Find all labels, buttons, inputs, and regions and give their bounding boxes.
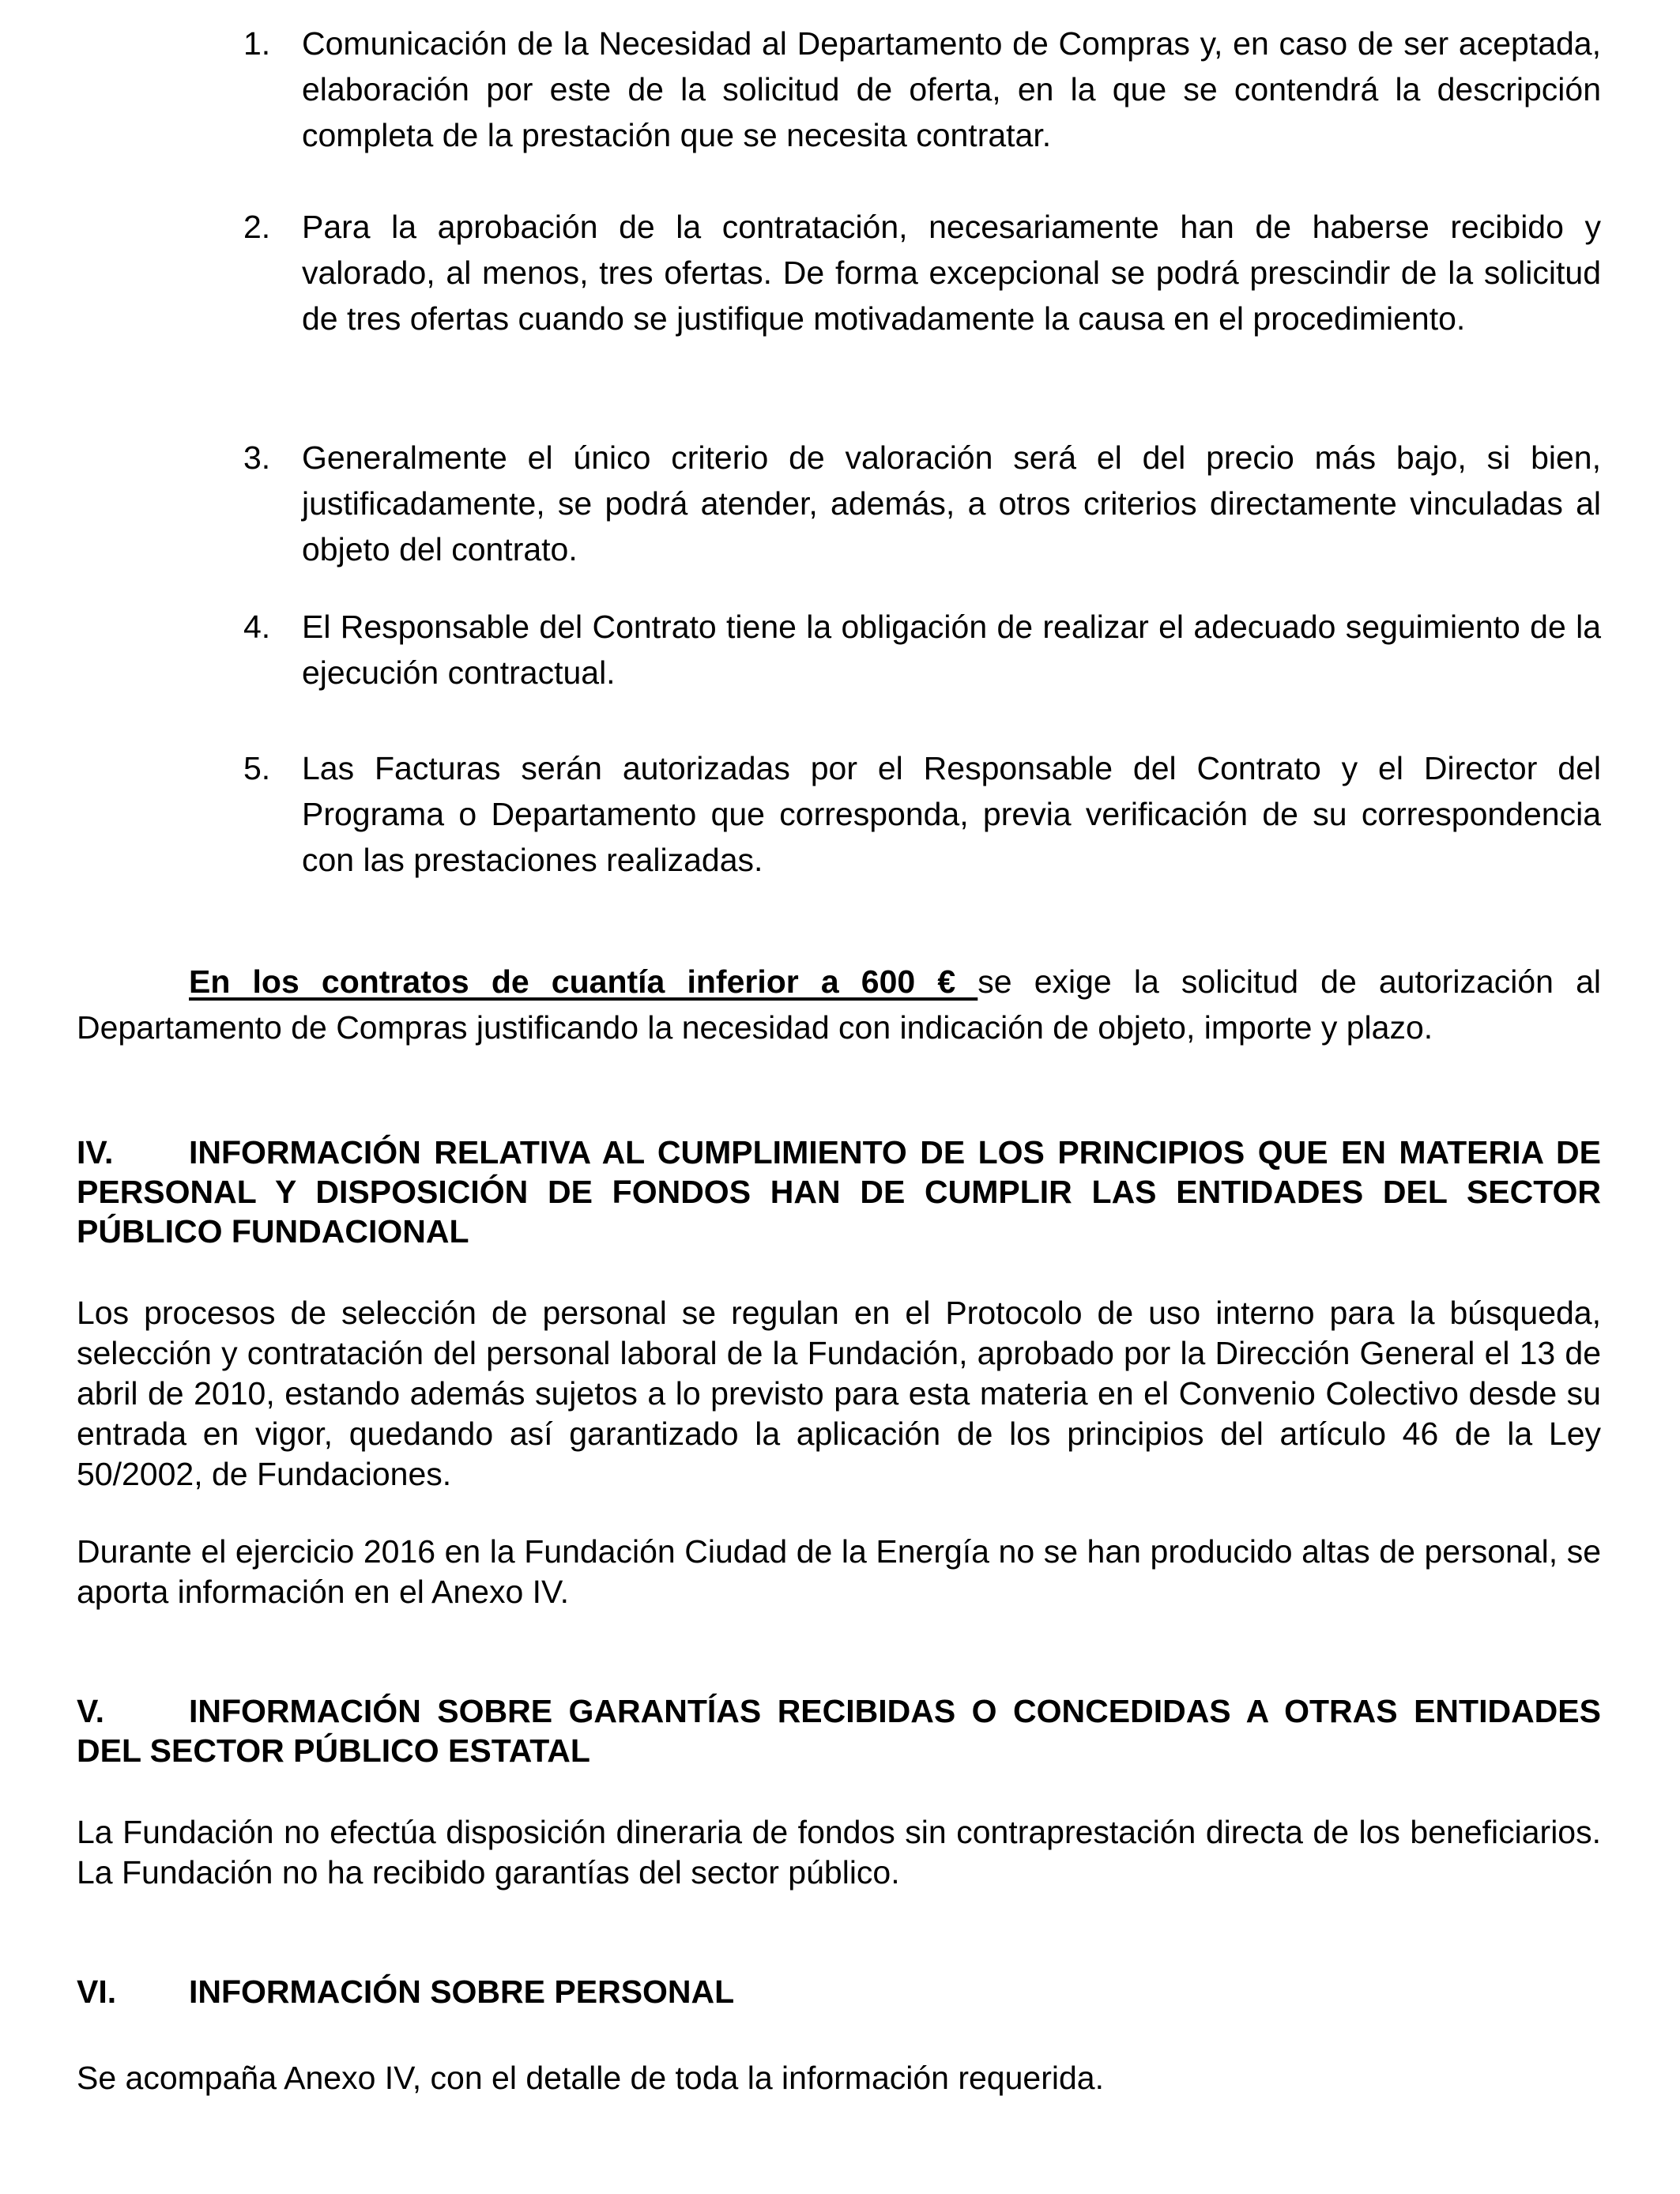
section-iv-paragraph-2: Durante el ejercicio 2016 en la Fundación Ciudad de la Energía no se han producido altas de personal, se aporta información en el Anexo IV. <box>77 1533 1601 1610</box>
section-vi-number: VI. <box>77 1973 117 2010</box>
section-v-title: INFORMACIÓN SOBRE GARANTÍAS RECIBIDAS O CONCEDIDAS A OTRAS ENTIDADES DEL SECTOR PÚBLICO ESTATAL <box>77 1693 1601 1769</box>
section-iv-title: INFORMACIÓN RELATIVA AL CUMPLIMIENTO DE LOS PRINCIPIOS QUE EN MATERIA DE PERSONAL Y DISPOSICIÓN DE FONDOS HAN DE CUMPLIR LAS ENTIDADES DEL SECTOR PÚBLICO FUNDACIONAL <box>77 1134 1601 1250</box>
list-item-5 <box>243 745 1601 883</box>
section-v-number: V. <box>77 1693 104 1729</box>
list-item-3 <box>243 435 1601 572</box>
section-vi-heading <box>77 1972 1601 2011</box>
list-item-text: Comunicación de la Necesidad al Departamento de Compras y, en caso de ser aceptada, elaboración por este de la solicitud de oferta, en la que se contendrá la descripción completa de la prestación que se necesita contratar. <box>302 25 1601 153</box>
list-number: 1. <box>243 25 271 62</box>
list-number: 3. <box>243 439 271 476</box>
list-item-text: Generalmente el único criterio de valoración será el del precio más bajo, si bien, justificadamente, se podrá atender, además, a otros criterios directamente vinculadas al objeto del contrato. <box>302 439 1601 567</box>
list-number: 2. <box>243 209 271 245</box>
section-vi-title: INFORMACIÓN SOBRE PERSONAL <box>189 1973 735 2010</box>
small-contracts-text: se exige la solicitud de autorización al Departamento de Compras justificando la necesidad con indicación de objeto, importe y plazo. <box>77 963 1602 1046</box>
small-contracts-paragraph <box>77 959 1601 1050</box>
list-item-4 <box>243 604 1601 696</box>
section-vi-paragraph: Se acompaña Anexo IV, con el detalle de toda la información requerida. <box>77 2060 1104 2096</box>
list-item-text: Para la aprobación de la contratación, necesariamente han de haberse recibido y valorado, al menos, tres ofertas. De forma excepcional se podrá prescindir de la solicitud de tres ofertas cuando se justifique motivadamente la causa en el procedimiento. <box>302 209 1601 337</box>
small-contracts-lead: En los contratos de cuantía inferior a 600 € <box>189 963 978 1000</box>
section-iv-number: IV. <box>77 1134 114 1171</box>
list-number: 5. <box>243 750 271 786</box>
list-item-1 <box>243 21 1601 158</box>
list-item-text: Las Facturas serán autorizadas por el Responsable del Contrato y el Director del Programa o Departamento que corresponda, previa verificación de su correspondencia con las prestaciones realizadas. <box>302 750 1601 878</box>
section-v-heading <box>77 1691 1601 1770</box>
list-item-2 <box>243 204 1601 341</box>
section-v-paragraph: La Fundación no efectúa disposición dineraria de fondos sin contraprestación directa de los beneficiarios. La Fundación no ha recibido garantías del sector público. <box>77 1814 1601 1891</box>
section-iv-heading <box>77 1133 1601 1251</box>
list-item-text: El Responsable del Contrato tiene la obligación de realizar el adecuado seguimiento de la ejecución contractual. <box>302 609 1601 691</box>
list-number: 4. <box>243 609 271 645</box>
section-iv-paragraph-1: Los procesos de selección de personal se regulan en el Protocolo de uso interno para la búsqueda, selección y contratación del personal laboral de la Fundación, aprobado por la Dirección General el 13 de abril de 2010, estando además sujetos a lo previsto para esta materia en el Convenio Colectivo desde su entrada en vigor, quedando así garantizado la aplicación de los principios del artículo 46 de la Ley 50/2002, de Fundaciones. <box>77 1295 1601 1492</box>
